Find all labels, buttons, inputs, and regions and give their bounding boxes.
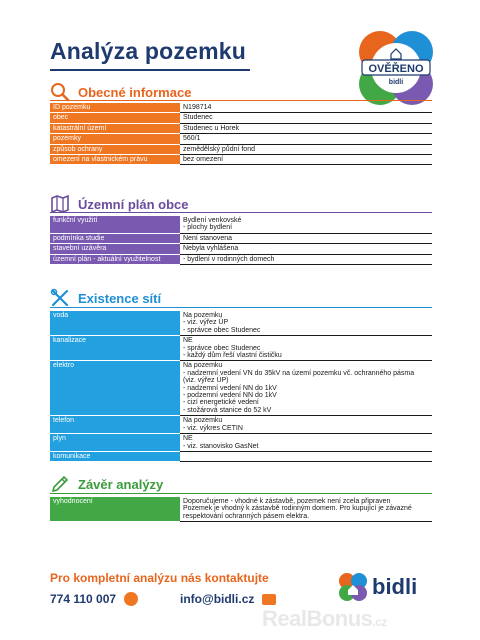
section-conclusion-heading (50, 474, 163, 494)
section-plan-heading (50, 194, 189, 214)
email-address[interactable]: info@bidli.cz (180, 592, 255, 606)
table-row (50, 451, 432, 461)
section-general-title: Obecné informace (78, 84, 192, 100)
general-table (50, 103, 432, 165)
watermark (262, 606, 387, 632)
value-line: - každý dům řeší vlastní čističku (183, 352, 282, 360)
row-label: vyhodnocení (50, 497, 180, 522)
row-label: omezení na vlastnickém právu (50, 155, 180, 165)
table-row (50, 361, 432, 416)
row-value (180, 336, 432, 361)
value-line: respektování ochranných pásem elektra. (183, 512, 310, 520)
value-line: - bydlení v rodinných domech (183, 255, 275, 263)
section-conclusion-rule (50, 493, 432, 494)
badge-brand: bidli (388, 79, 404, 86)
pencil-icon (50, 474, 70, 494)
section-general-heading (50, 82, 191, 102)
value-line: (viz. výřez ÚP) (183, 377, 229, 385)
row-label: kanalizace (50, 336, 180, 361)
row-value (180, 497, 432, 522)
table-row (50, 233, 432, 243)
table-row (50, 244, 432, 254)
magnifier-icon (50, 82, 70, 102)
value-line: - cizí energetické vedení (183, 399, 259, 407)
row-value (180, 113, 432, 123)
contact-cta: Pro kompletní analýzu nás kontaktujte (50, 571, 269, 585)
value-line: - správce obec Studenec (183, 326, 261, 334)
value-line: Na pozemku (183, 417, 223, 425)
value-line (183, 453, 429, 460)
section-networks-title: Existence sítí (78, 290, 162, 306)
plan-table (50, 216, 432, 265)
phone-number[interactable]: 774 110 007 (50, 592, 117, 606)
row-value (180, 144, 432, 154)
row-value (180, 103, 432, 113)
row-value (180, 155, 432, 165)
value-line: - nadzemní vedení VN do 35kV na území pozemku vč. ochranného pásma (183, 369, 415, 377)
section-networks-rule (50, 307, 432, 308)
row-label: pozemky (50, 134, 180, 144)
value-line: - nadzemní vedení NN do 1kV (183, 384, 277, 392)
row-value (180, 416, 432, 434)
envelope-icon (262, 594, 276, 605)
value-line: NE (183, 435, 193, 443)
value-line: - podzemní vedení NN do 1kV (183, 392, 277, 400)
table-row (50, 311, 432, 336)
value-line: bez omezení (183, 156, 224, 164)
table-row (50, 216, 432, 233)
verified-badge (358, 30, 434, 106)
row-value (180, 451, 432, 461)
row-label: telefon (50, 416, 180, 434)
table-row (50, 144, 432, 154)
value-line: - viz. stanovisko GasNet (183, 442, 259, 450)
badge-text: OVĚŘENO (368, 63, 424, 75)
row-label: komunikace (50, 451, 180, 461)
section-general-rule (50, 100, 432, 101)
row-value (180, 311, 432, 336)
bidli-brand: bidli (372, 574, 418, 599)
section-plan-rule (50, 212, 432, 213)
value-line: - viz. výkres CETIN (183, 424, 243, 432)
value-line: Studenec (183, 114, 213, 122)
value-line: NE (183, 337, 193, 345)
section-conclusion-title: Závěr analýzy (78, 476, 164, 492)
row-value (180, 233, 432, 243)
row-label: způsob ochrany (50, 144, 180, 154)
value-line: Není stanovena (183, 234, 233, 242)
row-label: voda (50, 311, 180, 336)
value-line: Na pozemku (183, 362, 223, 370)
table-row (50, 497, 432, 522)
row-label: katastrální území (50, 123, 180, 133)
section-plan-title: Územní plán obce (78, 196, 189, 212)
value-line: Bydlení venkovské (183, 217, 242, 224)
value-line: 560/1 (183, 135, 201, 143)
row-label: stavební uzávěra (50, 244, 180, 254)
watermark-suffix: .cz (372, 615, 387, 629)
row-value (180, 361, 432, 416)
table-row (50, 254, 432, 264)
row-value (180, 434, 432, 452)
value-line: Nebyla vyhlášena (183, 245, 239, 253)
row-value (180, 244, 432, 254)
row-label: funkční využití (50, 216, 180, 233)
value-line: zemědělský půdní fond (183, 145, 255, 153)
row-value (180, 134, 432, 144)
value-line: - správce obec Studenec (183, 344, 261, 352)
value-line: Studenec u Horek (183, 124, 240, 132)
row-label: podmínka studie (50, 233, 180, 243)
title-underline (50, 69, 250, 71)
table-row (50, 134, 432, 144)
phone-contact[interactable] (50, 592, 138, 606)
section-networks-heading (50, 288, 161, 308)
watermark-main: RealBonus (262, 606, 373, 631)
map-icon (50, 194, 70, 214)
bidli-logo (338, 572, 417, 602)
value-line: Na pozemku (183, 312, 223, 319)
value-line: N198714 (183, 104, 212, 111)
row-label: ID pozemku (50, 103, 180, 113)
page-title: Analýza pozemku (50, 38, 246, 64)
row-label: územní plán - aktuální využitelnost (50, 254, 180, 264)
table-row (50, 103, 432, 113)
chat-icon (124, 592, 138, 606)
table-row (50, 113, 432, 123)
row-label: plyn (50, 434, 180, 452)
email-contact[interactable] (180, 592, 276, 606)
value-line: - viz. výřez ÚP (183, 319, 229, 327)
value-line: - plochy bydlení (183, 224, 233, 232)
row-label: obec (50, 113, 180, 123)
row-value (180, 254, 432, 264)
table-row (50, 123, 432, 133)
tools-icon (50, 288, 70, 308)
value-line: Pozemek je vhodný k zástavbě rodinným domem. Pro kupující je závazné (183, 505, 412, 513)
table-row (50, 434, 432, 452)
value-line: - stožárová stanice do 52 kV (183, 406, 272, 414)
bidli-logo-mark (338, 572, 368, 602)
table-row (50, 336, 432, 361)
row-value (180, 216, 432, 233)
value-line: Doporučujeme - vhodné k zástavbě, pozemek není zcela připraven (183, 498, 391, 505)
conclusion-table (50, 497, 432, 522)
table-row (50, 155, 432, 165)
row-value (180, 123, 432, 133)
row-label: elektro (50, 361, 180, 416)
networks-table (50, 311, 432, 462)
table-row (50, 416, 432, 434)
